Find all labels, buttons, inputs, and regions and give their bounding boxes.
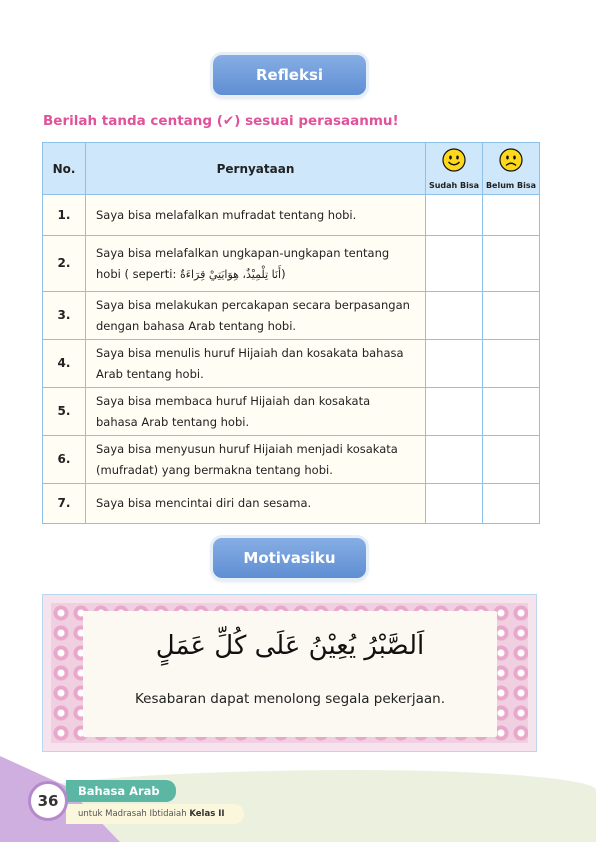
check-cell-cannot[interactable]: [483, 340, 540, 388]
sad-face-icon: [499, 148, 523, 172]
check-cell-cannot[interactable]: [483, 292, 540, 340]
header-statement: Pernyataan: [86, 143, 426, 195]
header-can: [426, 143, 483, 195]
refleksi-tab: [213, 55, 366, 95]
check-cell-cannot[interactable]: [483, 388, 540, 436]
refleksi-title: Refleksi: [255, 66, 324, 84]
table-header-row: [43, 143, 540, 195]
row-statement-suffix: ): [281, 266, 286, 281]
table-row: [43, 436, 540, 484]
page-number: 36: [28, 781, 68, 821]
motivasi-title: Motivasiku: [243, 549, 336, 567]
footer-subtitle-prefix: untuk Madrasah Ibtidaiah: [78, 809, 187, 819]
table-row: [43, 236, 540, 292]
table-row: [43, 340, 540, 388]
check-cell-cannot[interactable]: [483, 484, 540, 524]
row-number: 2.: [43, 236, 86, 292]
row-statement-arabic: أَنَا تِلْمِيْذٌ، هِوَايَتِيْ قِرَاءَةٌ: [180, 267, 282, 281]
motivasi-tab: [213, 538, 366, 578]
row-number: 4.: [43, 340, 86, 388]
instruction-text: Berilah tanda centang (✔) sesuai perasaanmu!: [43, 113, 399, 129]
row-number: 6.: [43, 436, 86, 484]
check-cell-can[interactable]: [426, 195, 483, 236]
header-no: No.: [43, 143, 86, 195]
row-number: 7.: [43, 484, 86, 524]
table-row: [43, 195, 540, 236]
table-row: [43, 388, 540, 436]
row-number: 5.: [43, 388, 86, 436]
row-statement-text: Saya bisa melafalkan ungkapan-ungkapan tentang hobi ( seperti:: [96, 245, 390, 281]
reflection-table: [42, 142, 540, 524]
header-cannot: [483, 143, 540, 195]
proverb-translation: Kesabaran dapat menolong segala pekerjaan.: [135, 691, 445, 707]
row-statement: Saya bisa menyusun huruf Hijaiah menjadi kosakata (mufradat) yang bermakna tentang hobi.: [86, 436, 426, 484]
check-cell-cannot[interactable]: [483, 436, 540, 484]
motivation-panel: [83, 611, 497, 737]
check-cell-can[interactable]: [426, 436, 483, 484]
check-cell-can[interactable]: [426, 292, 483, 340]
check-cell-cannot[interactable]: [483, 236, 540, 292]
header-can-label: Sudah Bisa: [428, 181, 480, 190]
footer-subtitle-class: Kelas II: [189, 809, 225, 819]
smiley-face-icon: [442, 148, 466, 172]
row-statement: Saya bisa melafalkan mufradat tentang hobi.: [86, 195, 426, 236]
row-statement: [86, 236, 426, 292]
check-cell-can[interactable]: [426, 340, 483, 388]
row-statement: Saya bisa menulis huruf Hijaiah dan kosakata bahasa Arab tentang hobi.: [86, 340, 426, 388]
row-statement: Saya bisa melakukan percakapan secara berpasangan dengan bahasa Arab tentang hobi.: [86, 292, 426, 340]
row-statement: Saya bisa membaca huruf Hijaiah dan kosakata bahasa Arab tentang hobi.: [86, 388, 426, 436]
table-row: [43, 292, 540, 340]
table-row: [43, 484, 540, 524]
check-cell-can[interactable]: [426, 484, 483, 524]
row-number: 3.: [43, 292, 86, 340]
check-cell-can[interactable]: [426, 388, 483, 436]
header-cannot-label: Belum Bisa: [485, 181, 537, 190]
check-cell-cannot[interactable]: [483, 195, 540, 236]
motivation-frame: [42, 594, 537, 752]
row-statement: Saya bisa mencintai diri dan sesama.: [86, 484, 426, 524]
footer-subtitle: [66, 804, 244, 824]
check-cell-can[interactable]: [426, 236, 483, 292]
row-number: 1.: [43, 195, 86, 236]
footer-subject: Bahasa Arab: [66, 780, 176, 802]
arabic-proverb: اَلصَّبْرُ يُعِيْنُ عَلَى كُلِّ عَمَلٍ: [155, 631, 425, 661]
